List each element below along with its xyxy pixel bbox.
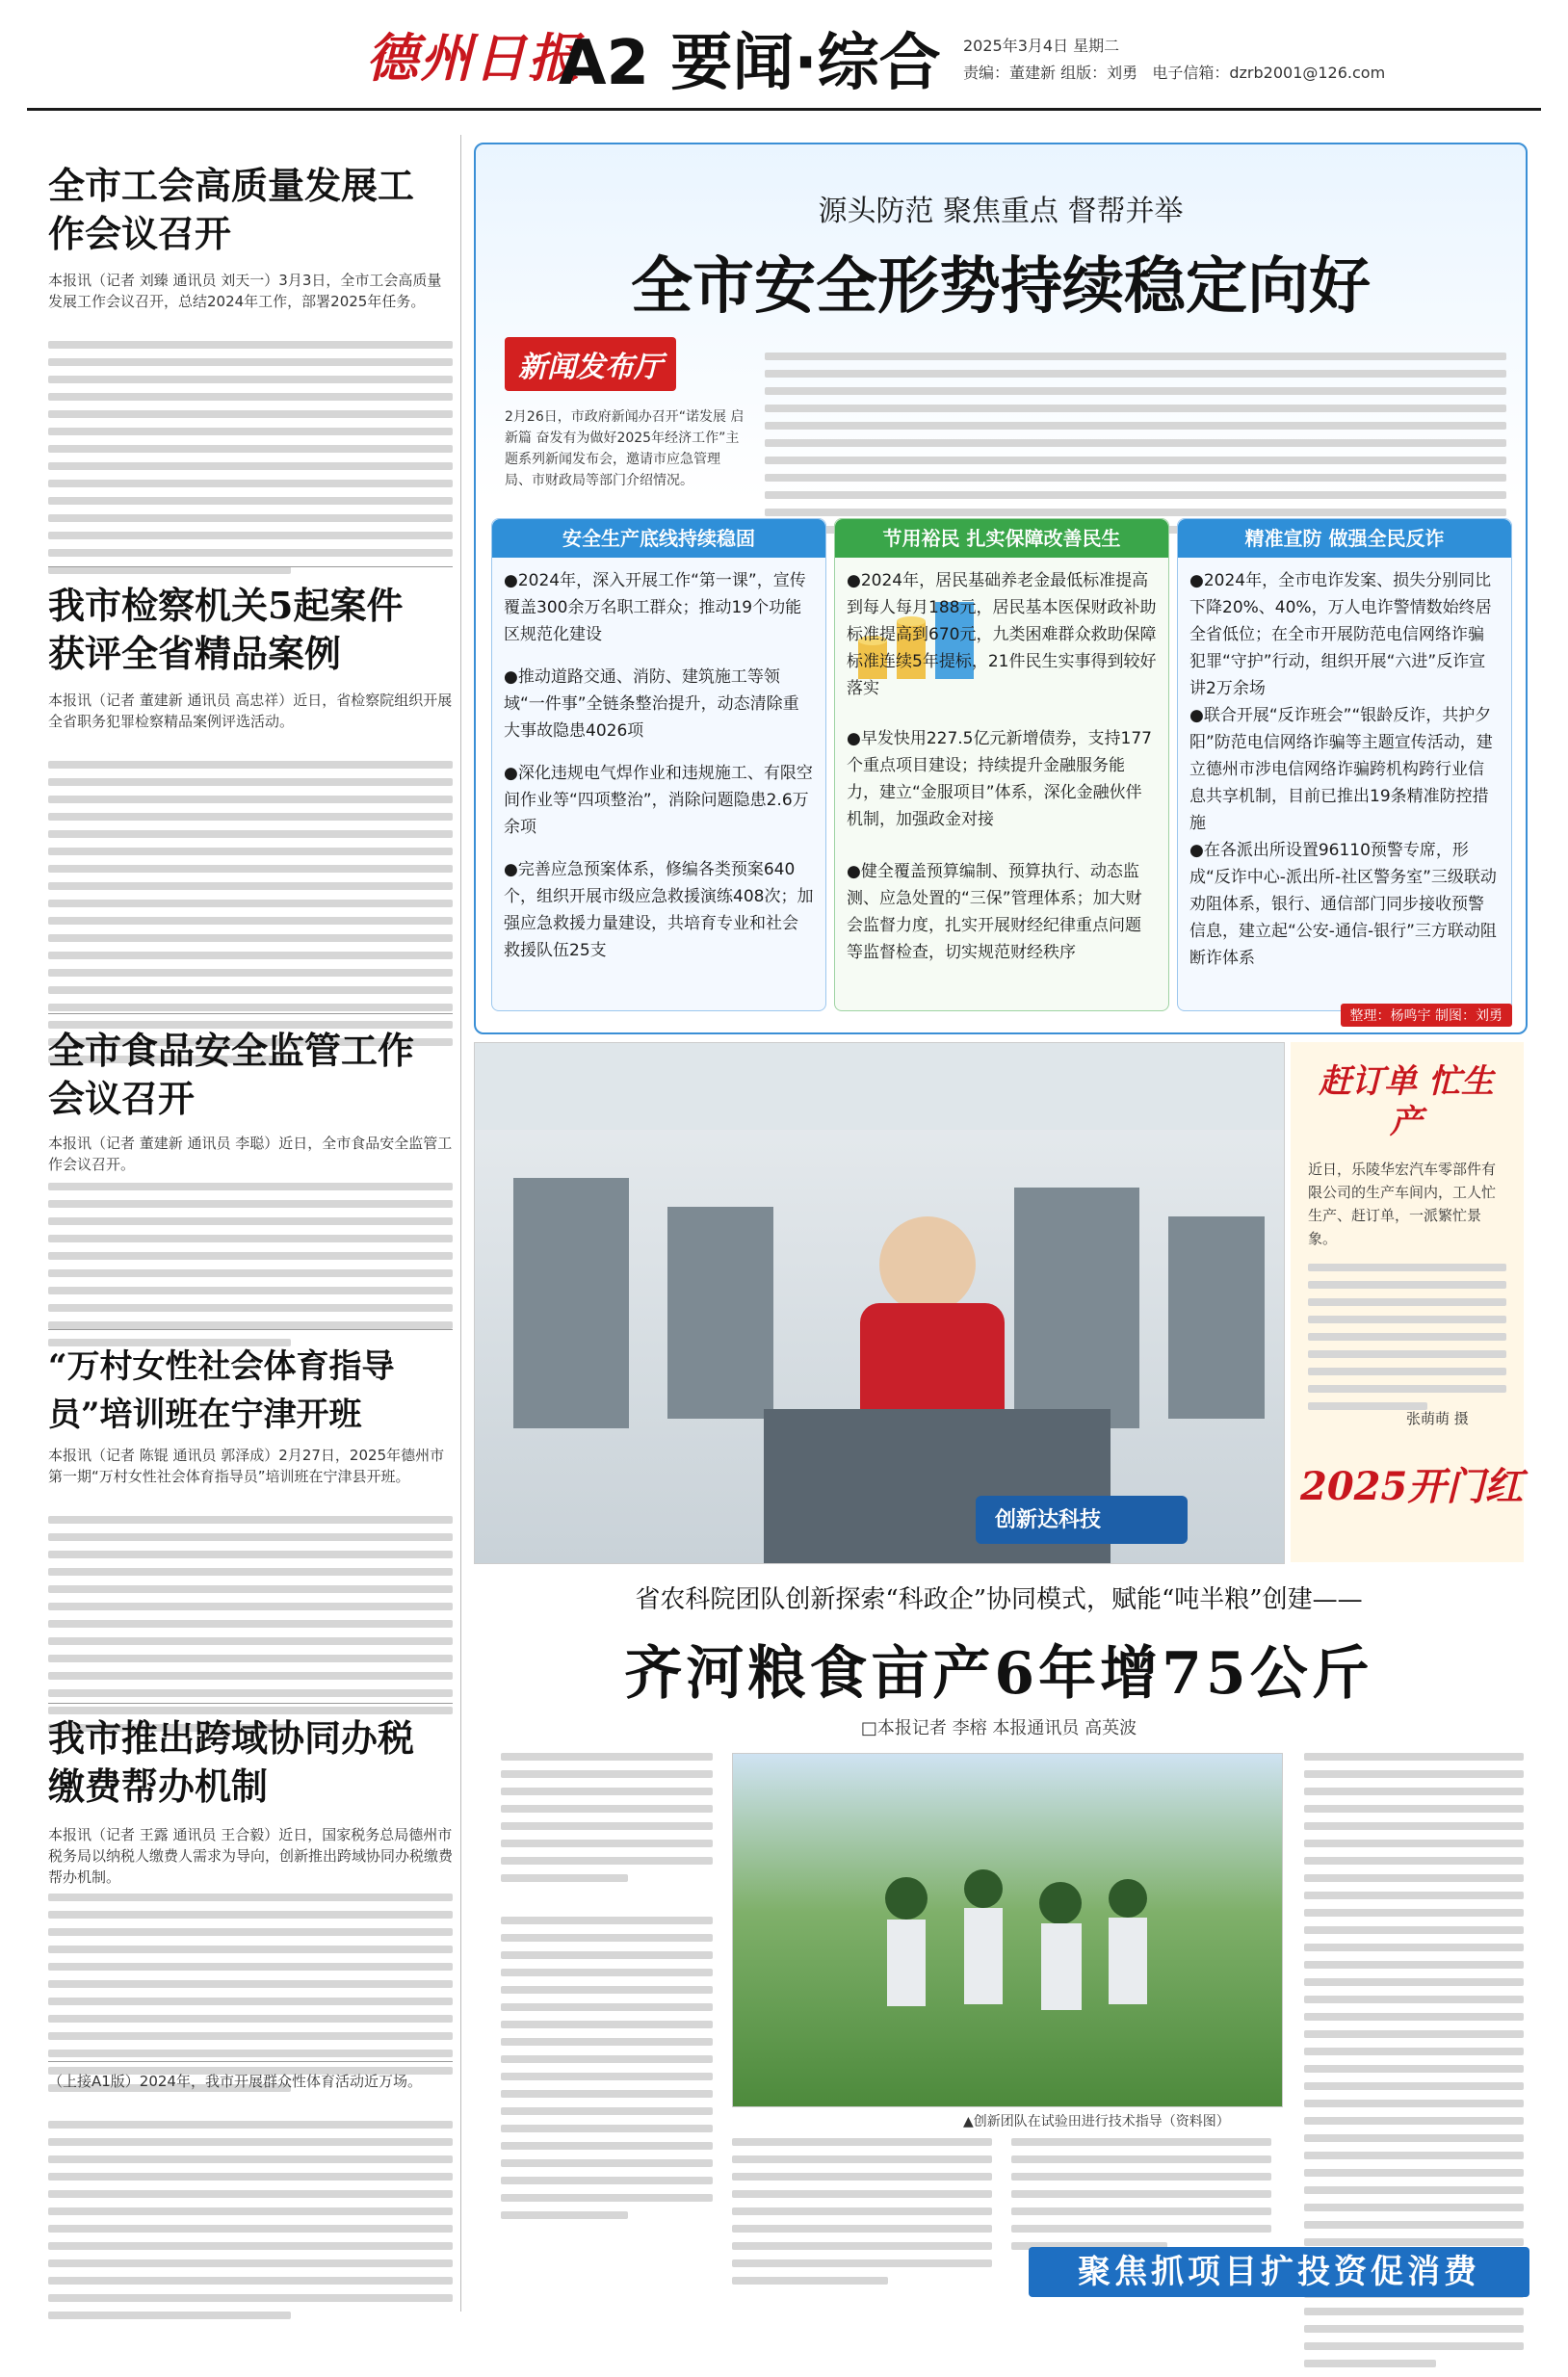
article-body — [48, 1516, 453, 1741]
photographer: 张萌萌 摄 — [1406, 1410, 1469, 1427]
article-divider — [48, 1703, 453, 1704]
machine-sign: 创新达科技 — [995, 1508, 1102, 1532]
panel-item: ●在各派出所设置96110预警专席，形成“反诈中心-派出所-社区警务室”三级联动劝阻体系，银行、通信部门同步接收预警信息，建立起“公安-通信-银行”三方联动阻断诈体系 — [1189, 841, 1497, 968]
issue-meta — [963, 33, 1385, 87]
story-subtitle: 省农科院团队创新探索“科政企”协同模式，赋能“吨半粮”创建—— — [635, 1585, 1363, 1614]
panel-item: ●早发快用227.5亿元新增债券，支持177个重点项目建设；持续提升金融服务能力，建立“金服项目”体系，深化金融伙伴机制，加强政金对接 — [847, 729, 1152, 829]
article-body — [48, 1183, 453, 1356]
article-byline: 本报讯（记者 王露 通讯员 王合毅）近日，国家税务总局德州市税务局以纳税人缴费人需求为导向，创新推出跨域协同办税缴费帮办机制。 — [48, 1826, 454, 1886]
feature-credit: 整理：杨鸣宇 制图：刘勇 — [1341, 1004, 1512, 1027]
article-body — [48, 2121, 453, 2329]
panel-item: ●推动道路交通、消防、建筑施工等领域“一件事”全链条整治提升，动态清除重大事故隐患4026项 — [504, 667, 799, 741]
column-divider — [460, 135, 461, 2312]
bottom-banner: 聚焦抓项目扩投资促消费 — [1029, 2247, 1529, 2297]
panel-title: 精准宣防 做强全民反诈 — [1178, 519, 1511, 558]
article-divider — [48, 566, 453, 567]
issue-date: 2025年3月4日 星期二 — [963, 37, 1120, 55]
news-release-badge: 新闻发布厅 — [505, 337, 676, 391]
story-body — [732, 2138, 992, 2294]
story-body — [501, 1753, 713, 1892]
story-body — [501, 1917, 713, 2229]
panel-item: ●联合开展“反诈班会”“银龄反诈，共护夕阳”防范电信网络诈骗等主题宣传活动，建立德州市涉电信网络诈骗跨机构跨行业信息共享机制，目前已推出19条精准防控措施 — [1189, 706, 1493, 833]
continued-text: （上接A1版）2024年，我市开展群众性体育活动近万场。 — [48, 2073, 422, 2090]
article-title: “万村女性社会体育指导员”培训班在宁津开班 — [48, 1347, 395, 1434]
article-divider — [48, 1329, 453, 1330]
article-title: 全市工会高质量发展工作会议召开 — [48, 164, 415, 255]
panel-item: ●2024年，居民基础养老金最低标准提高到每人每月188元，居民基本医保财政补助标准提高到670元，九类困难群众救助保障标准连续5年提标，21件民生实事得到较好落实 — [847, 571, 1157, 698]
panel-item: ●2024年，深入开展工作“第一课”，宣传覆盖300余万名职工群众；推动19个功能区规范化建设 — [504, 571, 806, 644]
article-title: 我市推出跨域协同办税缴费帮办机制 — [48, 1716, 415, 1808]
story-byline: □本报记者 李榕 本报通讯员 高英波 — [860, 1718, 1137, 1738]
feature-title: 全市安全形势持续稳定向好 — [631, 251, 1371, 323]
panel-anti-fraud — [1177, 518, 1512, 1011]
article-title: 我市检察机关5起案件获评全省精品案例 — [48, 584, 404, 675]
photo-side-body — [1308, 1264, 1506, 1420]
article-body — [48, 341, 453, 584]
photo-side-title: 赶订单 忙生产 — [1319, 1062, 1494, 1141]
feature-body — [765, 353, 1506, 543]
panel-item: ●深化违规电气焊作业和违规施工、有限空间作业等“四项整治”，消除问题隐患2.6万余项 — [504, 764, 813, 837]
panel-livelihood — [834, 518, 1169, 1011]
masthead-rule — [27, 108, 1541, 111]
article-byline: 本报讯（记者 董建新 通讯员 李聪）近日，全市食品安全监管工作会议召开。 — [48, 1135, 453, 1173]
feature-kicker: 源头防范 聚焦重点 督帮并举 — [818, 195, 1184, 228]
article-divider — [48, 1013, 453, 1014]
page-section-title: A2 要闻·综合 — [559, 28, 941, 99]
panel-title: 节用裕民 扎实保障改善民生 — [835, 519, 1168, 558]
editors: 责编：董建新 组版：刘勇 — [963, 64, 1138, 82]
stamp-2025: 2025开门红 — [1300, 1464, 1524, 1509]
masthead — [0, 0, 1568, 114]
photo-side-text: 近日，乐陵华宏汽车零部件有限公司的生产车间内，工人忙生产、赶订单，一派繁忙景象。 — [1308, 1161, 1497, 1247]
factory-photo — [474, 1042, 1285, 1564]
newspaper-logo: 德州日报 — [366, 27, 582, 89]
article-byline: 本报讯（记者 陈锟 通讯员 郭泽成）2月27日，2025年德州市第一期“万村女性社会体育指导员”培训班在宁津县开班。 — [48, 1447, 445, 1485]
panel-item: ●2024年，全市电诈发案、损失分别同比下降20%、40%，万人电诈警情数始终居全省低位；在全市开展防范电信网络诈骗犯罪“守护”行动，组织开展“六进”反诈宣讲2万余场 — [1189, 571, 1492, 698]
panel-safety — [491, 518, 826, 1011]
article-byline: 本报讯（记者 董建新 通讯员 高忠祥）近日，省检察院组织开展全省职务犯罪检察精品案例评选活动。 — [48, 692, 453, 730]
article-title: 全市食品安全监管工作会议召开 — [48, 1029, 415, 1120]
panel-title: 安全生产底线持续稳固 — [492, 519, 825, 558]
article-divider — [48, 2061, 453, 2062]
photo-sidebar — [1291, 1042, 1524, 1562]
article-byline: 本报讯（记者 刘臻 通讯员 刘天一）3月3日，全市工会高质量发展工作会议召开，总结2024年工作，部署2025年任务。 — [48, 272, 442, 310]
story-body — [1011, 2138, 1271, 2259]
feature-lead: 2月26日，市政府新闻办召开“诺发展 启新篇 奋发有为做好2025年经济工作”主题系列新闻发布会，邀请市应急管理局、市财政局等部门介绍情况。 — [505, 409, 745, 488]
panel-item: ●完善应急预案体系，修编各类预案640个，组织开展市级应急救援演练408次；加强应急救援力量建设，共培育专业和社会救援队伍25支 — [504, 860, 814, 960]
field-photo — [732, 1753, 1283, 2107]
feature-box — [474, 143, 1528, 1034]
story-title: 齐河粮食亩产6年增75公斤 — [624, 1640, 1373, 1708]
panel-item: ●健全覆盖预算编制、预算执行、动态监测、应急处置的“三保”管理体系；加大财会监督力度，扎实开展财经纪律重点问题等监督检查，切实规范财经秩序 — [847, 862, 1142, 962]
field-photo-caption: ▲创新团队在试验田进行技术指导（资料图） — [963, 2114, 1230, 2129]
email: 电子信箱：dzrb2001@126.com — [1152, 64, 1386, 82]
